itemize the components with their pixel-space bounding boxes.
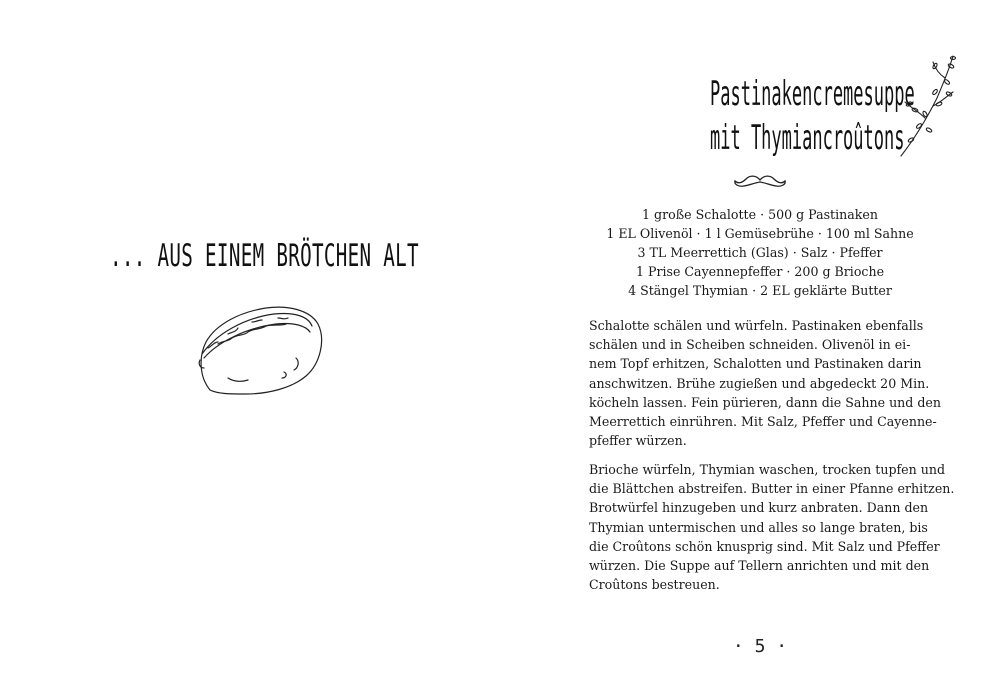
ingredient-line: 3 TL Meerrettich (Glas) · Salz · Pfeffer (637, 245, 883, 260)
ingredient-line: 1 Prise Cayennepfeffer · 200 g Brioche (635, 264, 885, 279)
instructions-paragraph-1 (589, 316, 941, 450)
page-number: · 5 · (732, 636, 788, 657)
recipe-title-line-2: mit Thymiancroûtons (710, 118, 905, 158)
text-line: Brioche würfeln, Thymian waschen, trocken tupfen und (589, 462, 946, 477)
ingredient-line: 1 EL Olivenöl · 1 l Gemüsebrühe · 100 ml Sahne (606, 226, 914, 241)
ingredient-line: 4 Stängel Thymian · 2 EL geklärte Butter (628, 283, 892, 298)
text-line: die Blättchen abstreifen. Butter in einer Pfanne erhitzen. (589, 481, 955, 497)
ingredient-line: 1 große Schalotte · 500 g Pastinaken (642, 207, 878, 222)
text-line: anschwitzen. Brühe zugießen und abgedeckt 20 Min. (589, 375, 930, 391)
chapter-title-text: ... AUS EINEM BRÖTCHEN ALT (110, 238, 419, 274)
instructions-paragraph-2 (589, 460, 955, 594)
right-page (500, 0, 1000, 696)
text-line: Thymian untermischen und alles so lange braten, bis (589, 519, 928, 535)
text-line: Meerrettich einrühren. Mit Salz, Pfeffer und Cayenne- (589, 414, 937, 430)
text-line: Schalotte schälen und würfeln. Pastinaken ebenfalls (589, 318, 924, 333)
text-line: pfeffer würzen. (589, 433, 687, 449)
text-line: schälen und in Scheiben schneiden. Olivenöl in ei- (589, 337, 911, 353)
text-line: Croûtons bestreuen. (589, 577, 720, 593)
text-line: würzen. Die Suppe auf Tellern anrichten und mit den (589, 558, 930, 574)
text-line: nem Topf erhitzen, Schalotten und Pastinaken darin (589, 356, 922, 372)
recipe-title (660, 72, 915, 160)
thyme-sprig-icon (895, 52, 961, 160)
chapter-title (110, 238, 419, 274)
recipe-title-line-1: Pastinakencremesuppe (710, 74, 915, 114)
text-line: die Croûtons schön knusprig sind. Mit Salz und Pfeffer (589, 538, 940, 554)
text-line: Brotwürfel hinzugeben und kurz anbraten. Dann den (589, 500, 929, 516)
moustache-divider-icon (732, 172, 788, 190)
ingredient-list (600, 205, 920, 300)
bread-roll-icon (188, 298, 328, 398)
text-line: köcheln lassen. Fein pürieren, dann die Sahne und den (589, 394, 941, 410)
